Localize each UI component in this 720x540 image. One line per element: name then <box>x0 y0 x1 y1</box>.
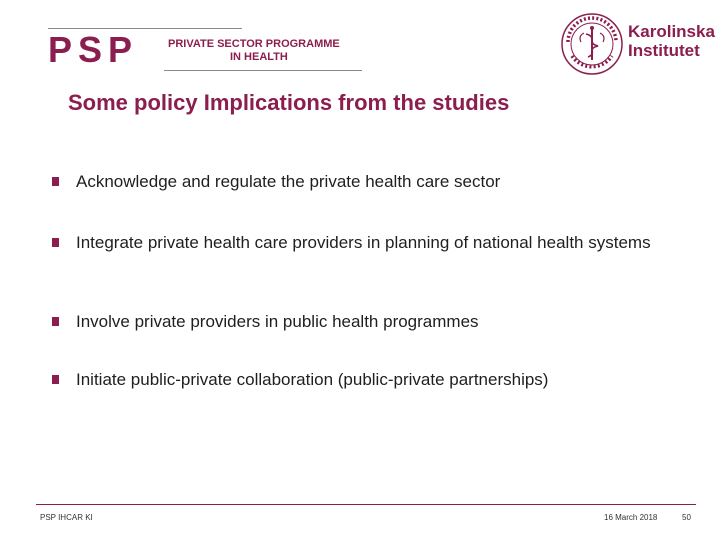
slide-title: Some policy Implications from the studies <box>68 90 510 115</box>
karolinska-seal-icon <box>560 12 624 76</box>
bullet-text: Initiate public-private collaboration (public-private partnerships) <box>76 370 549 389</box>
footer-date: 16 March 2018 <box>604 513 658 522</box>
header-rule-bottom <box>164 70 362 71</box>
bullet-item <box>52 232 651 254</box>
bullet-square-icon <box>52 375 59 384</box>
bullet-text: Involve private providers in public health programmes <box>76 312 479 331</box>
karolinska-line2: Institutet <box>628 41 700 60</box>
bullet-item <box>52 171 500 193</box>
bullet-text: Acknowledge and regulate the private health care sector <box>76 172 501 191</box>
bullet-square-icon <box>52 238 59 247</box>
psp-subtitle-line2: IN HEALTH <box>230 51 288 63</box>
footer-source: PSP IHCAR KI <box>40 513 93 522</box>
bullet-item <box>52 369 548 391</box>
bullet-square-icon <box>52 317 59 326</box>
psp-logo: PSP <box>48 29 139 70</box>
bullet-item <box>52 311 479 333</box>
karolinska-name <box>628 22 715 60</box>
bullet-text: Integrate private health care providers in planning of national health systems <box>76 233 651 252</box>
page-number: 50 <box>682 513 691 522</box>
psp-subtitle-line1: PRIVATE SECTOR PROGRAMME <box>168 38 340 50</box>
bullet-square-icon <box>52 177 59 186</box>
footer-rule <box>36 504 696 505</box>
psp-subtitle <box>168 38 368 64</box>
karolinska-line1: Karolinska <box>628 22 715 41</box>
